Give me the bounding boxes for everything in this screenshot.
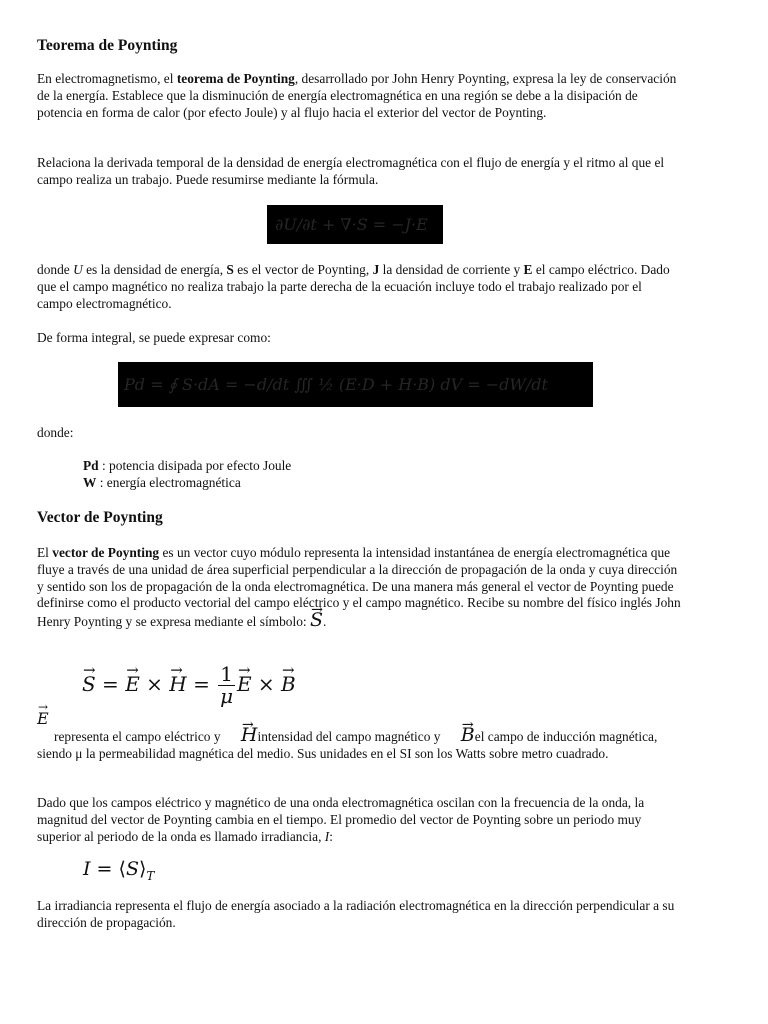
symbol-J: J	[372, 262, 380, 277]
text: En electromagnetismo, el	[37, 71, 177, 86]
eq-op: ×	[251, 672, 282, 696]
symbol-B-vector	[444, 724, 475, 746]
text: el campo de inducción magnética, siendo μ la permeabilidad magnética del medio. Sus unidades en el SI son los Watts sobre metro cuadrado.	[37, 729, 658, 761]
section-title-vector: Vector de Poynting	[37, 509, 163, 526]
eq-denominator: μ	[220, 684, 234, 708]
eq-symbol-H	[169, 672, 186, 696]
text: representa el campo eléctrico y	[54, 729, 224, 744]
paragraph-forma-integral: De forma integral, se puede expresar como:	[37, 330, 271, 345]
symbol-U: U	[73, 262, 83, 277]
t: E	[37, 709, 49, 728]
equation-irradiancia	[83, 858, 154, 883]
symbol-S-vector	[309, 609, 323, 632]
eq-op: =	[186, 672, 217, 696]
formula-text: Pd = ∮ S·dA = −d/dt ∭ ½ (E·D + H·B) dV = −dW/dt	[124, 375, 548, 394]
eq-subscript-T: T	[146, 868, 155, 883]
text: intensidad del campo magnético y	[257, 729, 444, 744]
symbol-pd: Pd	[83, 458, 99, 473]
paragraph-campos	[37, 724, 682, 763]
text: Dado que los campos eléctrico y magnético de una onda electromagnética oscilan con la frecuencia de la onda, la magnitud del vector de Poynting cambia en el tiempo. El promedio del vector de Poynting sobre un periodo muy superior al periodo de la onda es llamado irradiancia,	[37, 795, 645, 844]
eq-symbol-I: I	[83, 858, 91, 880]
eq-op: ×	[139, 672, 170, 696]
text: , desarrollado por John Henry Poynting, expresa la ley de conservación de la energía. Establece que la disminución de energía electromagnética en una región se debe a la disipación de potencia en forma de calor (por efecto Joule) y al flujo hacia el exterior del vector de Poynting.	[37, 71, 677, 120]
t: E	[125, 672, 140, 696]
eq-op: = ⟨	[90, 858, 126, 880]
symbol-H-vector	[224, 724, 258, 746]
eq-op: =	[95, 672, 126, 696]
paragraph-relaciona: Relaciona la derivada temporal de la densidad de energía electromagnética con el flujo de energía y el ritmo al que el campo realiza un trabajo. Puede resumirse mediante la fórmula.	[37, 155, 665, 187]
definition-w	[83, 475, 723, 492]
eq-symbol-S	[82, 672, 96, 696]
symbol-E-vector-small	[37, 709, 49, 728]
term-vector: vector de Poynting	[52, 545, 160, 560]
symbol-I: I	[324, 828, 330, 844]
text: El	[37, 545, 53, 560]
text: :	[329, 828, 333, 844]
paragraph-irradiancia-def	[37, 795, 682, 845]
text: es el vector de Poynting,	[233, 262, 373, 277]
text: : energía electromagnética	[96, 475, 241, 490]
eq-symbol-S: S	[125, 858, 139, 880]
paragraph-irradiancia-flujo: La irradiancia representa el flujo de energía asociado a la radiación electromagnética en la dirección perpendicular a su dirección de propagación.	[37, 898, 675, 930]
text: : potencia disipada por efecto Joule	[98, 458, 292, 473]
formula-image-differential	[267, 205, 443, 244]
eq-symbol-E	[125, 672, 140, 696]
symbol-text: S	[309, 609, 323, 632]
eq-symbol-E2	[237, 672, 252, 696]
symbol-w: W	[83, 475, 97, 490]
paragraph-intro	[37, 71, 677, 121]
t: B	[281, 672, 296, 696]
t: E	[236, 672, 252, 696]
formula-image-integral	[118, 362, 593, 407]
text: es la densidad de energía,	[82, 262, 227, 277]
equation-poynting	[82, 664, 296, 707]
eq-numerator: 1	[220, 662, 233, 686]
symbol-S: S	[226, 262, 234, 277]
eq-op: ⟩	[138, 858, 147, 880]
text: la densidad de corriente y	[379, 262, 524, 277]
formula-text: ∂U/∂t + ∇·S = −J·E	[275, 215, 428, 234]
eq-symbol-B	[281, 672, 296, 696]
section-title-teorema: Teorema de Poynting	[37, 37, 178, 54]
text: .	[323, 614, 327, 630]
text: donde	[37, 262, 74, 277]
t: H	[169, 672, 187, 696]
text: el campo eléctrico. Dado que el campo magnético no realiza trabajo la parte derecha de la ecuación incluye todo el trabajo realizado por el campo electromagnético.	[37, 262, 670, 311]
t: B	[460, 724, 475, 746]
t: S	[82, 672, 96, 696]
eq-fraction	[218, 664, 235, 707]
text: es un vector cuyo módulo representa la intensidad instantánea de energía electromagnética que fluye a través de una unidad de área superficial perpendicular a la dirección de propagación de la onda y cuya dirección y sentido son los de propagación de la onda electromagnética. De una manera más general el vector de Poynting puede definirse como el producto vectorial del campo eléctrico y el campo magnético. Recibe su nombre del físico inglés John Henry Poynting y se expresa mediante el símbolo:	[37, 545, 681, 630]
paragraph-donde: donde:	[37, 425, 74, 440]
paragraph-vector-def	[37, 545, 682, 631]
paragraph-donde-U	[37, 262, 677, 312]
term-teorema: teorema de Poynting	[176, 71, 295, 86]
t: H	[240, 724, 258, 746]
definition-pd	[83, 458, 723, 475]
symbol-E: E	[523, 262, 533, 277]
